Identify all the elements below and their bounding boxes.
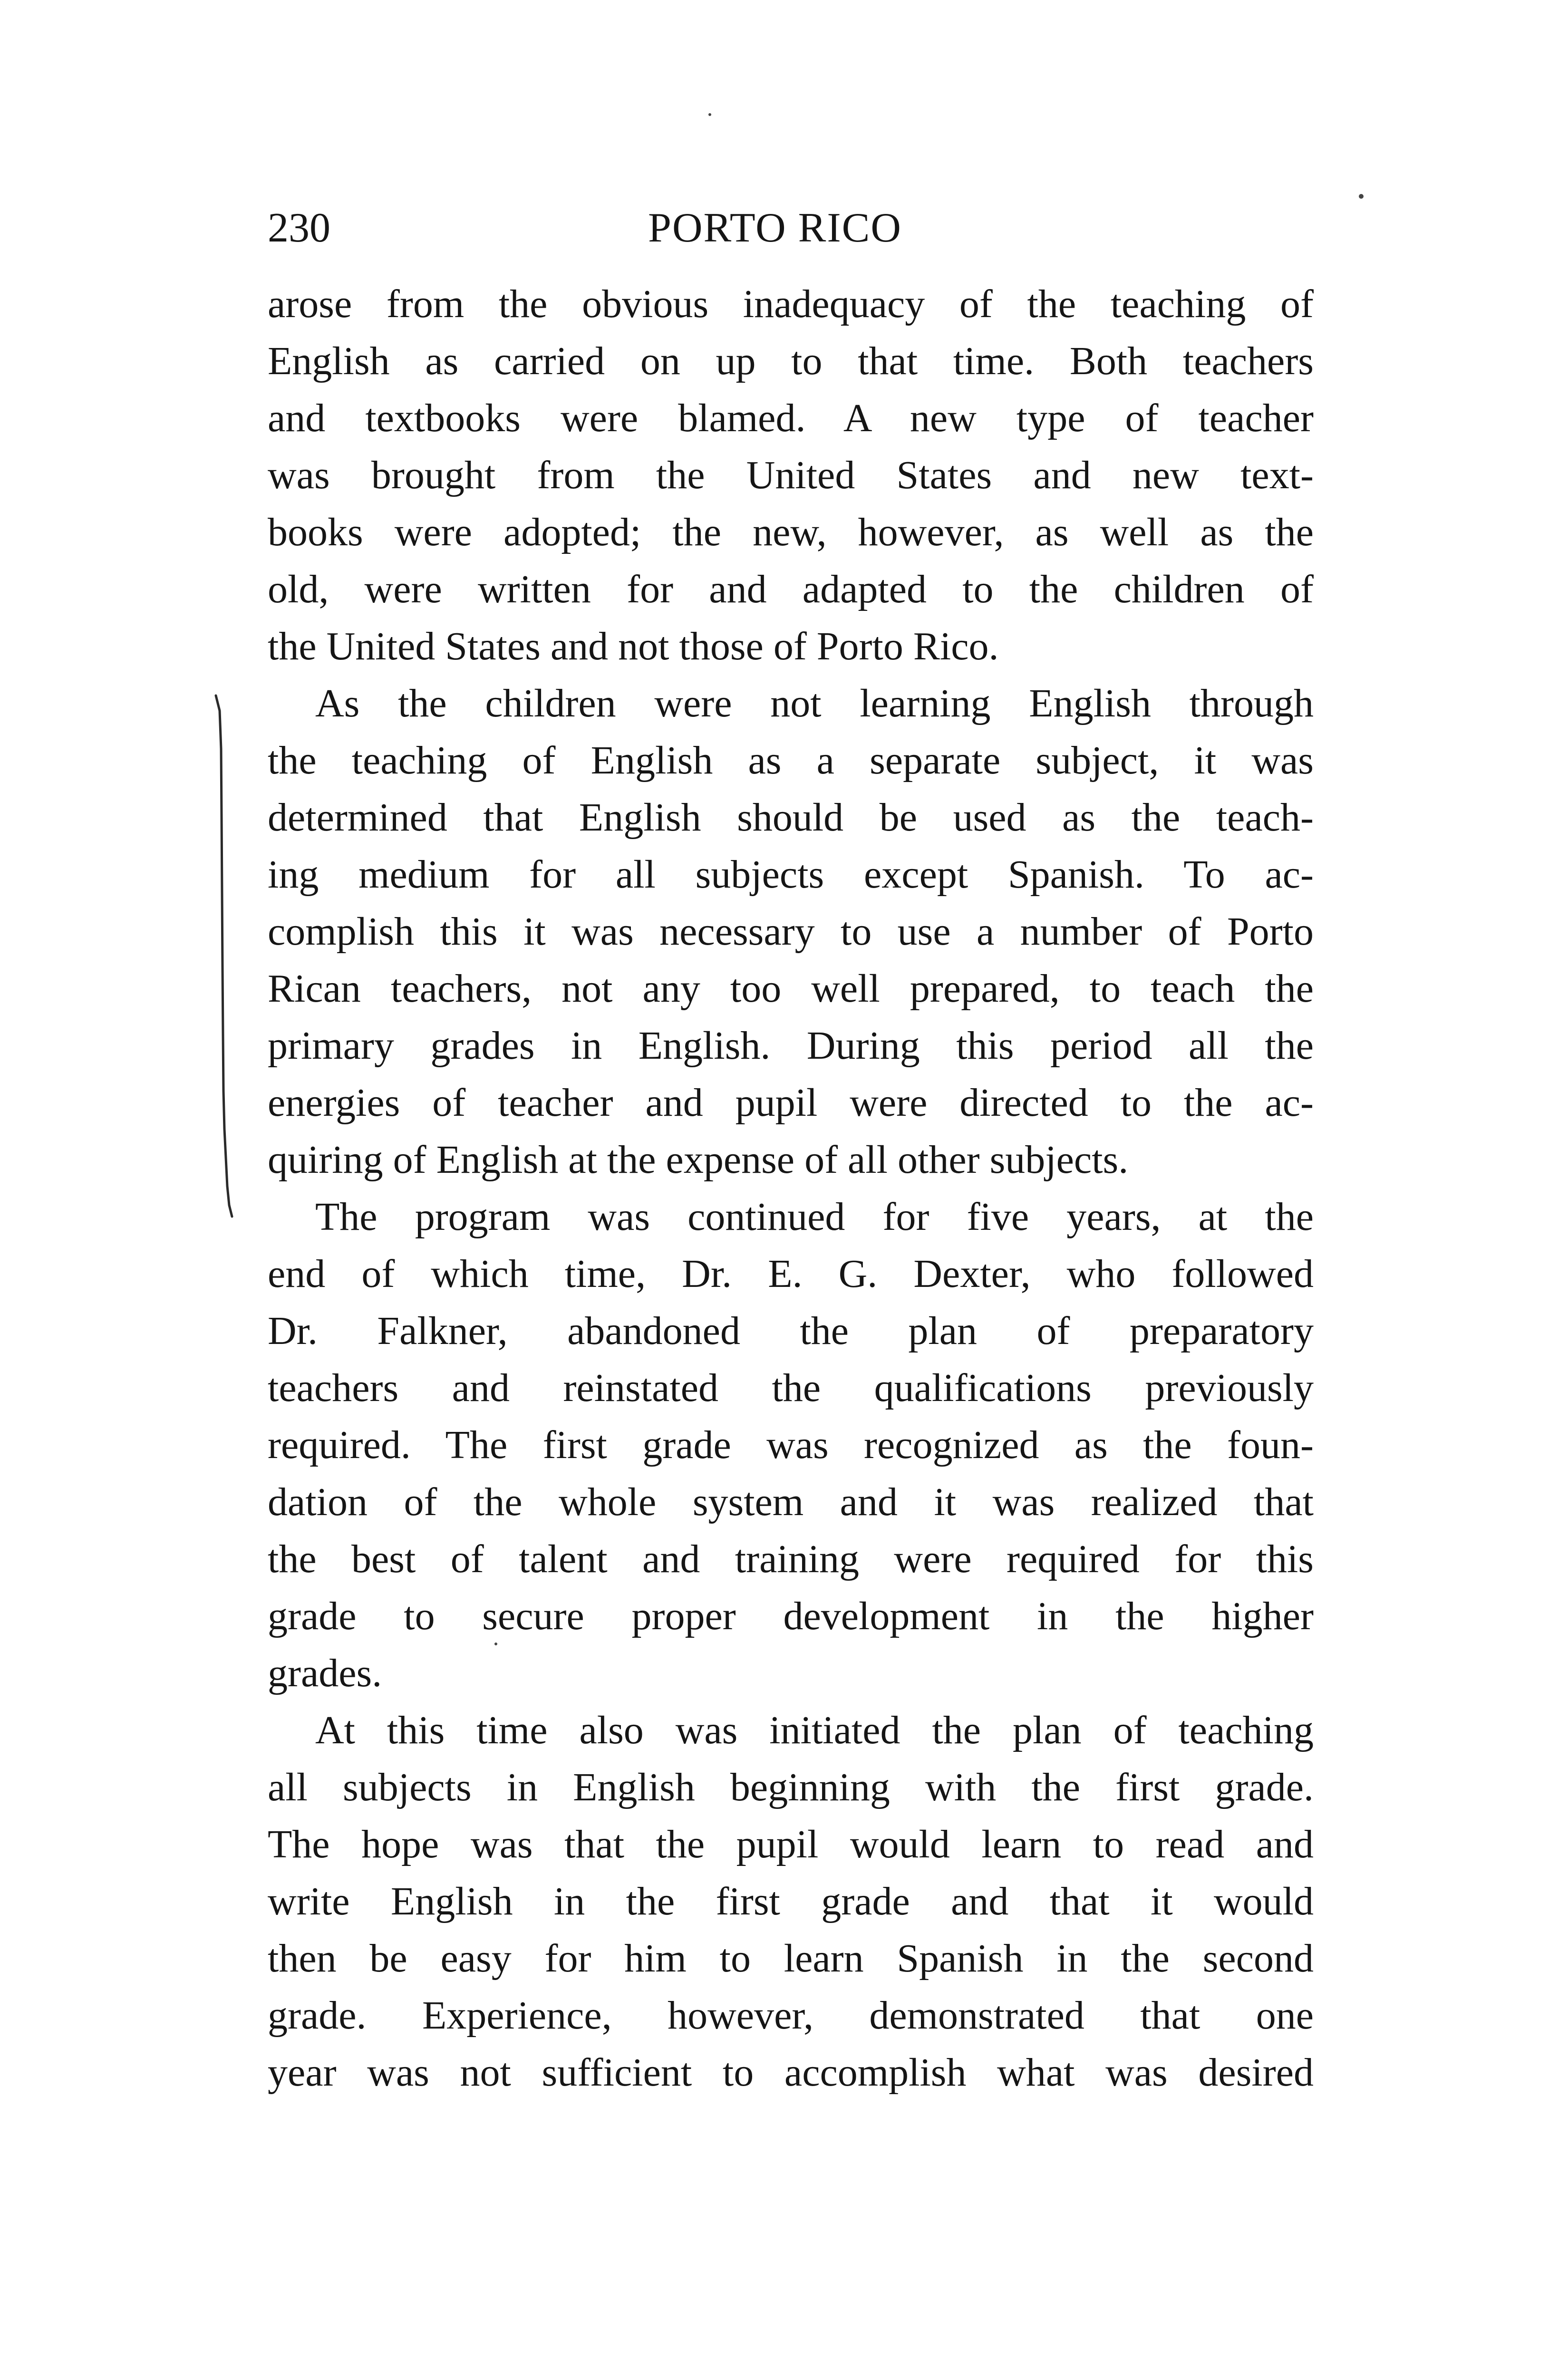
- text-line: all subjects in English beginning with the first grade.: [268, 1765, 1314, 1809]
- paragraph: [268, 675, 1314, 1188]
- text-line: teachers and reinstated the qualifications previously: [268, 1366, 1314, 1410]
- text-line: English as carried on up to that time. Both teachers: [268, 339, 1314, 383]
- text-line: and textbooks were blamed. A new type of teacher: [268, 396, 1314, 440]
- text-line: Dr. Falkner, abandoned the plan of preparatory: [268, 1309, 1314, 1353]
- text-line: complish this it was necessary to use a number of Porto: [268, 909, 1314, 954]
- text-line: grades.: [268, 1651, 382, 1695]
- text-line: determined that English should be used as the teach-: [268, 795, 1314, 840]
- page-number: 230: [268, 205, 330, 251]
- margin-pencil-mark: [213, 692, 242, 1219]
- text-line: primary grades in English. During this period all the: [268, 1024, 1314, 1068]
- text-line: quiring of English at the expense of all other subjects.: [268, 1138, 1129, 1182]
- text-line: books were adopted; the new, however, as well as the: [268, 510, 1314, 554]
- text-line: grade. Experience, however, demonstrated that one: [268, 1993, 1314, 2038]
- text-line: energies of teacher and pupil were directed to the ac-: [268, 1081, 1314, 1125]
- text-line: the United States and not those of Porto Rico.: [268, 624, 999, 668]
- text-line: old, were written for and adapted to the children of: [268, 567, 1314, 611]
- text-line: the teaching of English as a separate subject, it was: [268, 738, 1314, 783]
- text-line: then be easy for him to learn Spanish in the second: [268, 1936, 1314, 1981]
- text-line: The program was continued for five years, at the: [315, 1195, 1314, 1239]
- paragraph: [268, 276, 1314, 675]
- paragraph: [268, 1702, 1314, 2101]
- body-text: [268, 276, 1314, 2101]
- text-line: required. The first grade was recognized as the foun-: [268, 1423, 1314, 1467]
- page-speck: [1359, 194, 1364, 199]
- text-line: the best of talent and training were required for this: [268, 1537, 1314, 1581]
- page-header: [268, 200, 1314, 257]
- text-line: end of which time, Dr. E. G. Dexter, who followed: [268, 1252, 1314, 1296]
- paragraph: [268, 1188, 1314, 1702]
- text-line: grade to secure proper development in the higher: [268, 1594, 1314, 1638]
- text-line: The hope was that the pupil would learn to read and: [268, 1822, 1314, 1866]
- text-line: write English in the first grade and that it would: [268, 1879, 1314, 1923]
- running-head: PORTO RICO: [648, 205, 902, 251]
- text-line: year was not sufficient to accomplish what was desired: [268, 2050, 1314, 2095]
- text-line: arose from the obvious inadequacy of the teaching of: [268, 282, 1314, 326]
- text-line: ing medium for all subjects except Spanish. To ac-: [268, 852, 1314, 897]
- text-line: Rican teachers, not any too well prepared, to teach the: [268, 966, 1314, 1011]
- page-speck: [708, 113, 711, 116]
- text-line: was brought from the United States and new text-: [268, 453, 1314, 497]
- text-line: dation of the whole system and it was realized that: [268, 1480, 1314, 1524]
- text-line: As the children were not learning English through: [315, 681, 1314, 725]
- text-line: At this time also was initiated the plan of teaching: [315, 1708, 1314, 1752]
